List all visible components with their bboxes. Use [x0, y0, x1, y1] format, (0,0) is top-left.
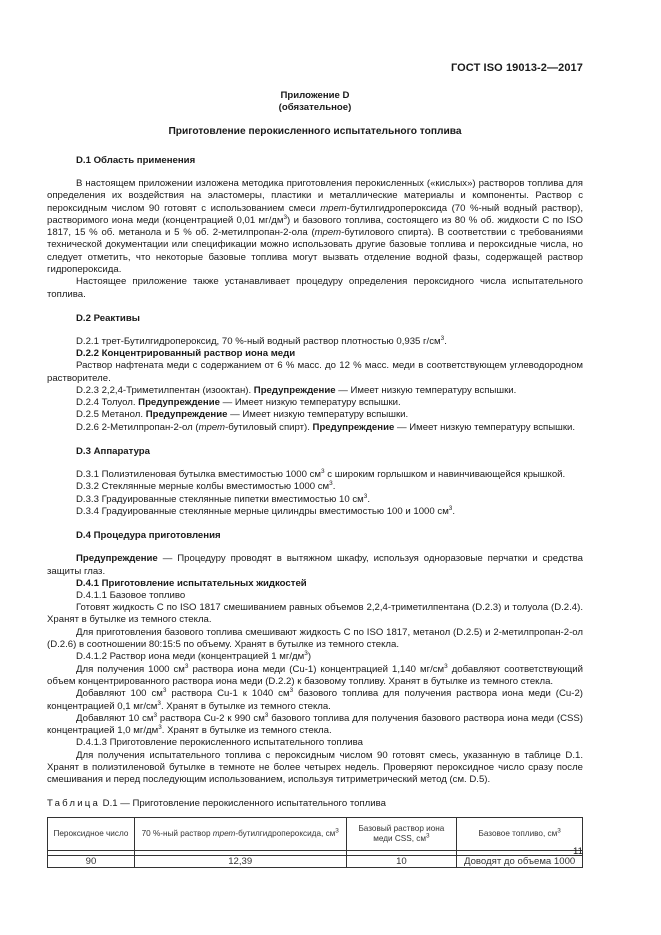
column-header-peroxide-number: Пероксидное число	[48, 817, 135, 850]
document-title: Приготовление перокисленного испытательного топлива	[168, 126, 462, 137]
subsection-heading-d4-1: D.4.1 Приготовление испытательных жидкостей	[76, 577, 307, 589]
table-d1	[47, 817, 583, 868]
item-d3-3: D.3.3 Градуированные стеклянные пипетки вместимостью 10 $см^3$.	[76, 492, 370, 505]
paragraph-d4-1-1-a: Готовят жидкость С по ISO 1817 смешиванием равных объемов 2,2,4-триметилпентана (D.2.3) и толуола (D.2.4). Хранят в бутылке из темного стекла.	[47, 602, 583, 626]
subsection-heading-d4-1-2: D.4.1.2 Раствор иона меди (концентрацией 1 $мг/дм^3$)	[76, 650, 312, 663]
item-d2-3: D.2.3 2,2,4-Триметилпентан (изооктан). Предупреждение — Имеет низкую температуру вспышки.	[76, 384, 517, 396]
item-d2-2-text: Раствор нафтената меди с содержанием от 6 % масс. до 12 % масс. меди в соответствующем углеводородном растворителе.	[47, 360, 583, 384]
table-row	[48, 855, 583, 867]
document-body	[47, 155, 583, 868]
section-heading-d3: D.3 Аппаратура	[76, 446, 150, 458]
paragraph-d1-2: Настоящее приложение также устанавливает процедуру определения пероксидного числа испытательного топлива.	[47, 276, 583, 300]
paragraph-d4-1-1-b: Для приготовления базового топлива смешивают жидкость С по ISO 1817, метанол (D.2.5) и 2-метилпропан-2-ол (D.2.6) в соотношении 80:15:5 по объему. Хранят в бутылке из темного стекла.	[47, 626, 583, 651]
paragraph-d4-1-2-a: Для получения 1000 $см^3$ раствора иона меди (Cu-1) концентрацией 1,140 $мг/см^3$ добавляют соответствующий объем концентрированного раствора иона меди (D.2.2) к базовому топливу. Хранят в бутылке из темного стекла.	[47, 662, 583, 687]
column-header-base-fuel: Базовое топливо, $см^3$	[457, 817, 583, 850]
annex-title: Приложение D	[280, 90, 350, 101]
subsection-heading-d4-1-1: D.4.1.1 Базовое топливо	[76, 589, 186, 601]
standard-designation: ГОСТ ISO 19013-2—2017	[450, 62, 583, 74]
table-cell: 12,39	[134, 855, 346, 867]
item-d3-4: D.3.4 Градуированные стеклянные мерные цилиндры вместимостью 100 и 1000 $см^3$.	[76, 504, 456, 517]
paragraph-d4-1-2-c: Добавляют 10 $см^3$ раствора Cu-2 к 990 $см^3$ базового топлива для получения базового раствора иона меди (CSS) концентрацией 1,0 $мг/дм^3$. Хранят в бутылке из темного стекла.	[47, 711, 583, 737]
item-d2-1: D.2.1 трет-Бутилгидропероксид, 70 %-ный водный раствор плотностью 0,935 $г/см^3$.	[76, 334, 447, 347]
item-d2-5: D.2.5 Метанол. Предупреждение — Имеет низкую температуру вспышки.	[76, 409, 409, 421]
annex-status: (обязательное)	[278, 102, 352, 113]
column-header-copper-css: Базовый раствор иона меди CSS, $см^3$	[346, 817, 457, 850]
table-caption: Таблица D.1 — Приготовление перокисленного испытательного топлива	[47, 797, 386, 809]
subsection-heading-d4-1-3: D.4.1.3 Приготовление перокисленного испытательного топлива	[76, 737, 363, 749]
table-cell: Доводят до объема 1000	[457, 855, 583, 867]
subsection-heading-d2-2: D.2.2 Концентрированный раствор иона меди	[76, 348, 296, 360]
paragraph-d4-1-2-b: Добавляют 100 $см^3$ раствора Cu-1 к 1040 $см^3$ базового топлива для получения раствора иона меди (Cu-2) концентрацией 0,1 $мг/см^3$. Хранят в бутылке из темного стекла.	[47, 687, 583, 712]
section-heading-d1: D.1 Область применения	[76, 155, 196, 166]
paragraph-d1-1: В настоящем приложении изложена методика приготовления перокисленных («кислых») растворов топлива для определения их воздействия на эластомеры, пластики и металлические материалы и компоненты. Раствор с пероксидным числом 90 готовят с использованием смеси трет-бутилгидропероксида (70 %-ный водный раствор), растворимого иона меди (концентрацией 0,01 $мг/дм^3$) и базового топлива, состоящего из 80 % об. жидкости С по ISO 1817, 15 % об. метанола и 5 % об. 2-метилпропан-2-ола (трет-бутилового спирта). В соответствии с требованиями технической документации или спецификации можно использовать другие базовые топлива и пероксидные числа, но следует отметить, что некоторые базовые топлива могут вызвать отделение водной фазы, содержащей раствор гидропероксида.	[47, 178, 584, 276]
table-header-row	[48, 817, 583, 850]
item-d3-1: D.3.1 Полиэтиленовая бутылка вместимостью 1000 $см^3$ с широким горлышком и навинчивающейся крышкой.	[76, 467, 566, 481]
page-number: 11	[573, 846, 583, 857]
paragraph-d4-1-3: Для получения испытательного топлива с пероксидным числом 90 готовят смесь, указанную в таблице D.1. Хранят в полиэтиленовой бутылке в темноте не более четырех недель. Проверяют пероксидное число сразу после смешивания и перед последующим использованием, используя титриметрический метод (см. D.5).	[47, 749, 583, 786]
section-heading-d2: D.2 Реактивы	[76, 312, 140, 324]
column-header-tbhp-solution: 70 %-ный раствор трет-бутилгидропероксида, $см^3$	[134, 817, 346, 850]
table-cell: 90	[48, 855, 135, 867]
item-d3-2: D.3.2 Стеклянные мерные колбы вместимостью 1000 $см^3$.	[76, 480, 336, 493]
warning-paragraph: Предупреждение — Процедуру проводят в вытяжном шкафу, используя одноразовые перчатки и средства защиты глаз.	[47, 553, 583, 577]
section-heading-d4: D.4 Процедура приготовления	[76, 530, 221, 542]
item-d2-6: D.2.6 2-Метилпропан-2-ол (трет-бутиловый спирт). Предупреждение — Имеет низкую температуру вспышки.	[76, 421, 576, 433]
table-cell: 10	[346, 855, 457, 867]
item-d2-4: D.2.4 Толуол. Предупреждение — Имеет низкую температуру вспышки.	[76, 397, 401, 409]
annex-heading	[47, 90, 583, 114]
document-page	[47, 0, 583, 935]
